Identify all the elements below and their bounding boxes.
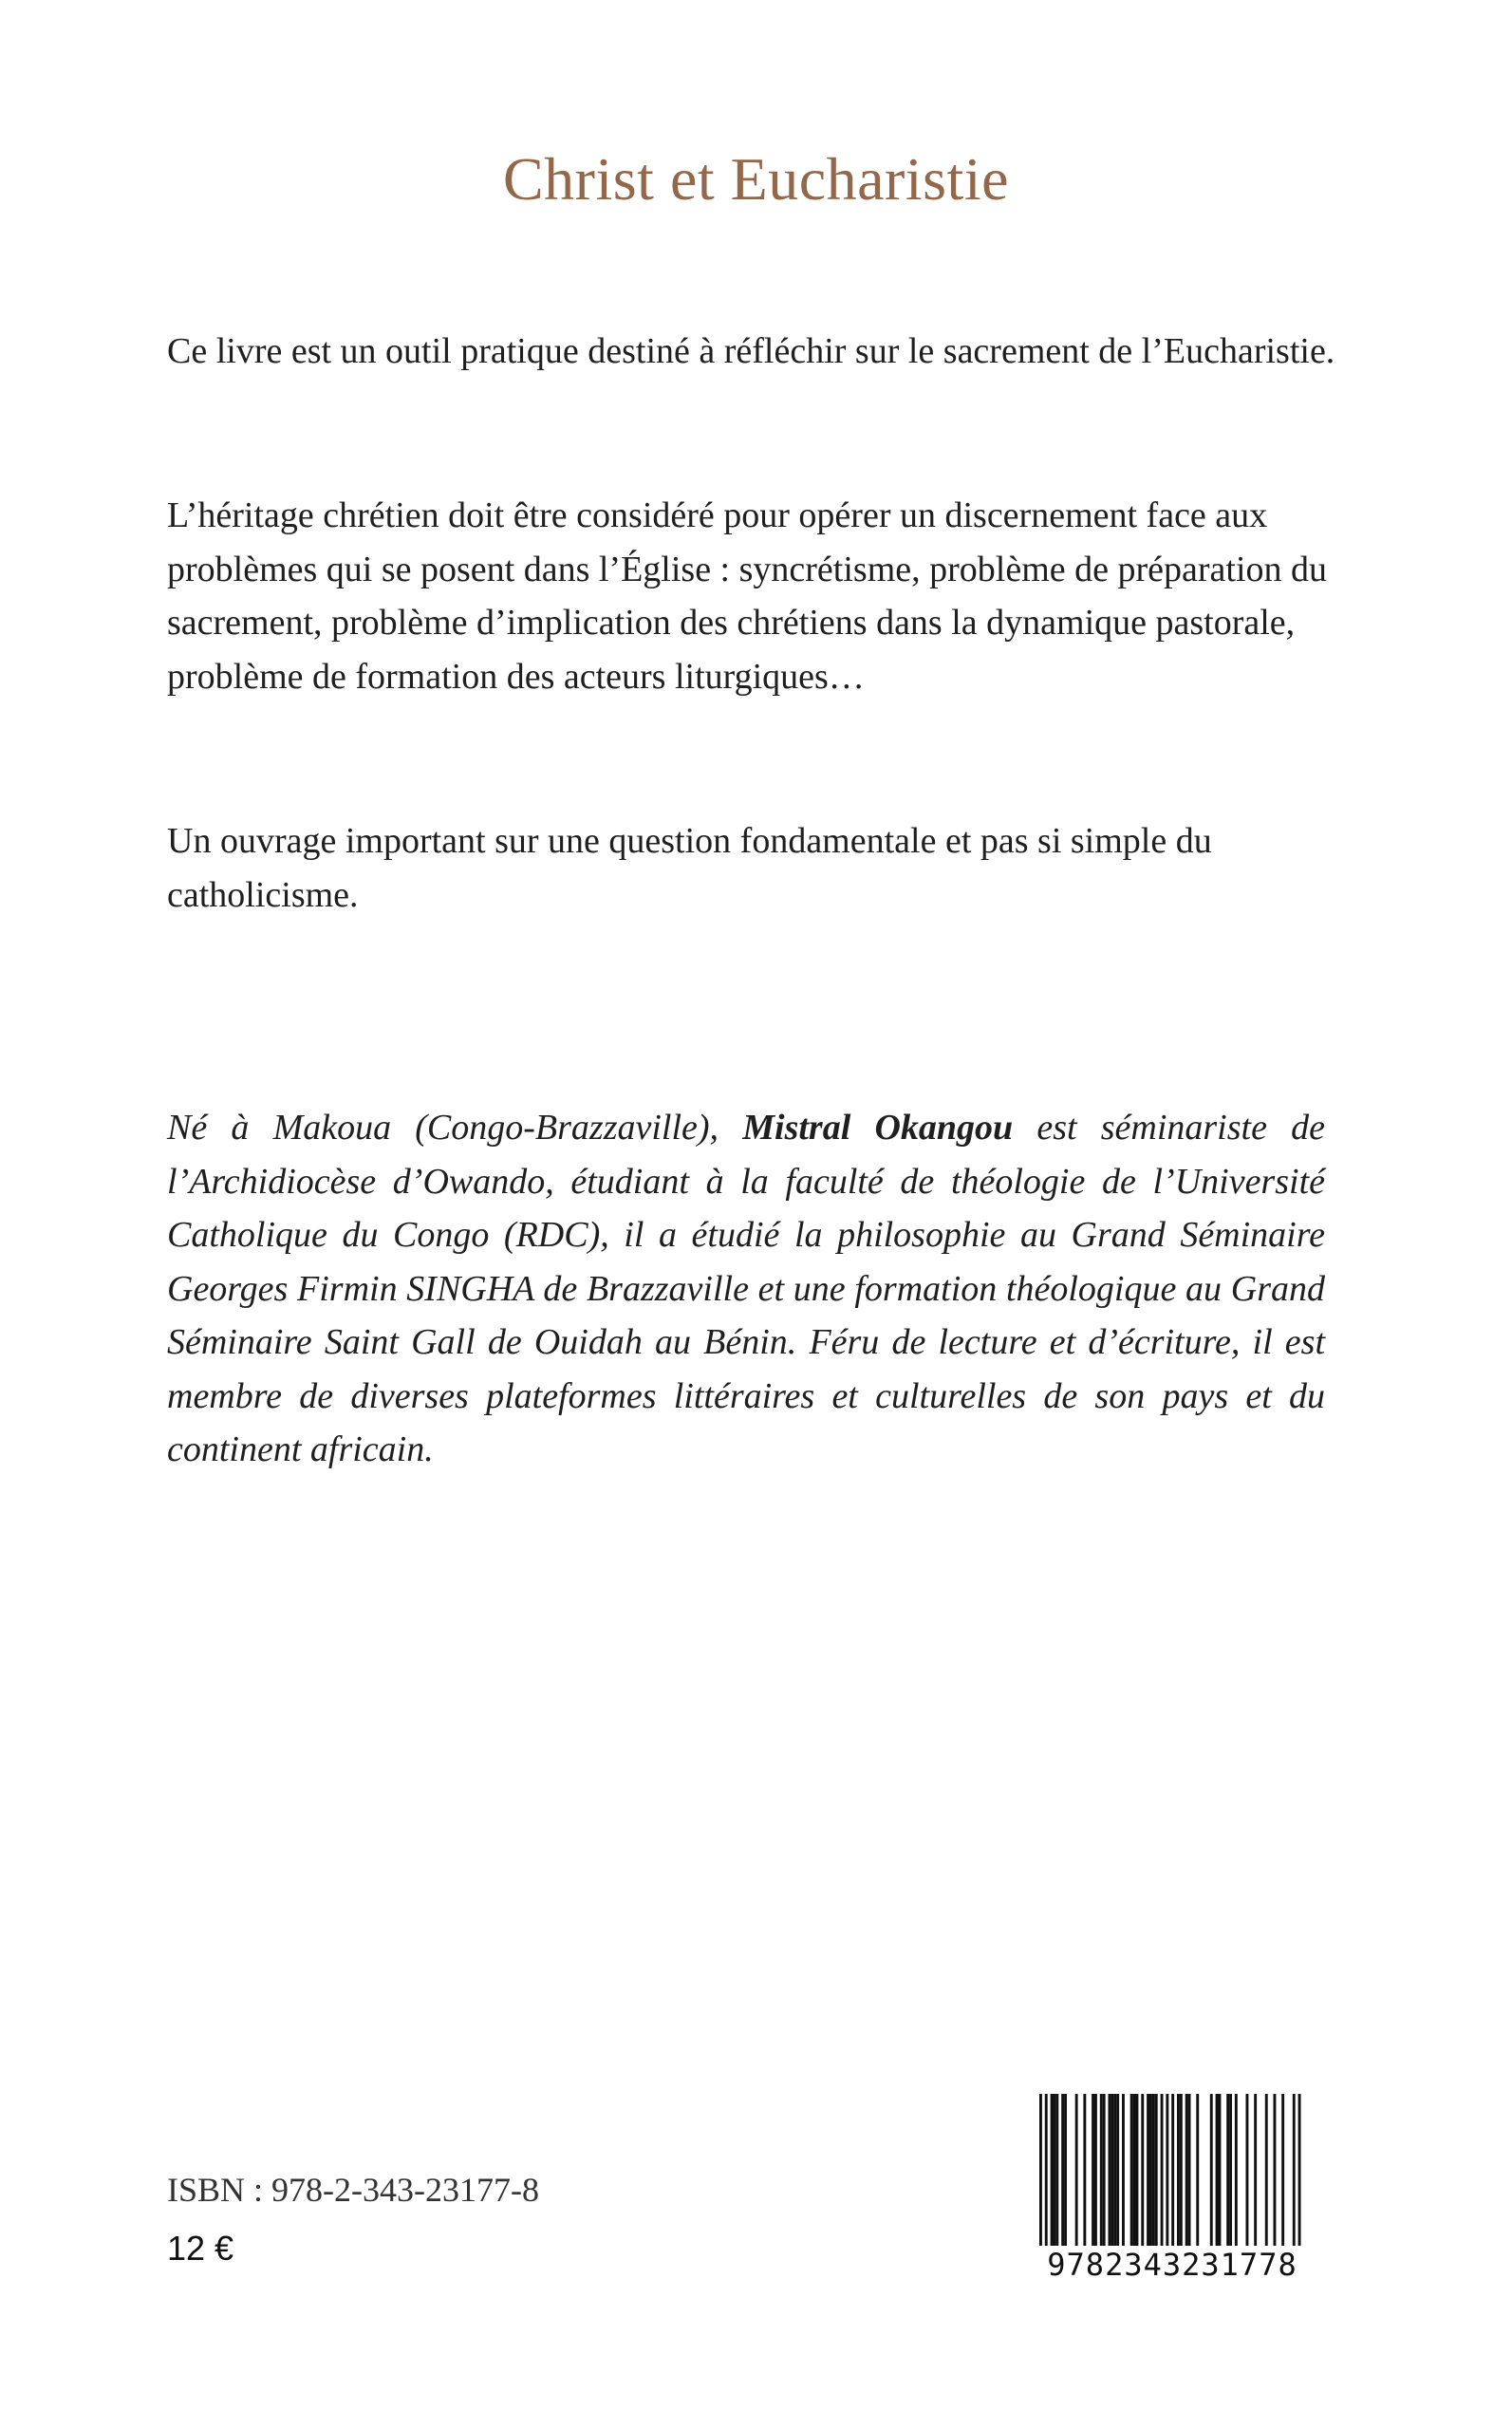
- barcode-bar: [1141, 2094, 1144, 2246]
- barcode-bar: [1133, 2094, 1136, 2246]
- barcode-bar: [1039, 2094, 1042, 2251]
- barcode-bar: [1229, 2094, 1232, 2246]
- barcode-bar: [1061, 2094, 1064, 2246]
- barcode-bar: [1092, 2094, 1094, 2246]
- barcode-bars: [1030, 2090, 1315, 2251]
- barcode-bar: [1122, 2094, 1125, 2246]
- barcode-bar: [1177, 2094, 1180, 2246]
- barcode-bar: [1210, 2094, 1213, 2246]
- barcode-bar: [1180, 2094, 1183, 2246]
- barcode-bar: [1235, 2094, 1238, 2246]
- barcode-bar: [1281, 2094, 1284, 2246]
- barcode-bar: [1113, 2094, 1116, 2246]
- barcode-bar: [1055, 2094, 1058, 2246]
- barcode-bar: [1188, 2094, 1191, 2246]
- barcode-bar: [1254, 2094, 1257, 2246]
- barcode-bar: [1051, 2094, 1054, 2246]
- barcode-bar: [1185, 2094, 1188, 2246]
- barcode-bar: [1075, 2094, 1078, 2246]
- barcode-bar: [1196, 2094, 1199, 2246]
- barcode-bar: [1083, 2094, 1086, 2246]
- isbn-label: ISBN : 978-2-343-23177-8: [167, 2171, 539, 2209]
- summary-paragraph-2: L’héritage chrétien doit être considéré pour opérer un discernement face aux problèmes qui se posent dans l’Église : syncrétisme, problème de préparation du sacrement, problème d’implication des chrétiens dans la dynamique pastorale, problème de formation des acteurs liturgiques…: [167, 495, 1328, 697]
- summary-paragraph-3: Un ouvrage important sur une question fondamentale et pas si simple du catholicisme.: [167, 821, 1212, 915]
- barcode-bar: [1045, 2094, 1048, 2251]
- price-label: 12 €: [167, 2229, 234, 2268]
- barcode-bar: [1109, 2094, 1111, 2246]
- barcode-bar: [1226, 2094, 1229, 2246]
- author-bio-body: est séminariste de l’Archidiocèse d’Owando, étudiant à la faculté de théologie de l’Université Catholique du Congo (RDC), il a étudié la philosophie au Grand Séminaire Georges Firmin SINGHA de Brazzaville et une formation théologique au Grand Séminaire Saint Gall de Ouidah au Bénin. Féru de lecture et d’écriture, il est membre de diverses plateformes littéraires et culturelles de son pays et du continent africain.: [167, 1108, 1325, 1469]
- barcode-bar: [1111, 2094, 1113, 2246]
- barcode-digits: 9782343231778: [1030, 2246, 1315, 2284]
- barcode-bar: [1216, 2094, 1219, 2246]
- barcode-bar: [1274, 2094, 1277, 2246]
- barcode-bar: [1054, 2094, 1056, 2246]
- barcode-bar: [1246, 2094, 1249, 2246]
- barcode-bar: [1064, 2094, 1067, 2246]
- barcode-bar: [1265, 2094, 1268, 2246]
- barcode-bar: [1100, 2094, 1103, 2246]
- barcode-bar: [1094, 2094, 1097, 2246]
- book-title: Christ et Eucharistie: [502, 145, 1010, 213]
- barcode-bar: [1147, 2094, 1149, 2246]
- barcode-bar: [1166, 2094, 1168, 2251]
- barcode-bar: [1130, 2094, 1133, 2246]
- barcode: [1030, 2090, 1315, 2286]
- summary-paragraph-1: Ce livre est un outil pratique destiné à réfléchir sur le sacrement de l’Eucharistie.: [167, 331, 1335, 371]
- barcode-bar: [1116, 2094, 1119, 2246]
- barcode-bar: [1171, 2094, 1174, 2251]
- barcode-bar: [1155, 2094, 1158, 2246]
- barcode-bar: [1152, 2094, 1155, 2246]
- author-name: Mistral Okangou: [742, 1108, 1014, 1148]
- barcode-bar: [1149, 2094, 1152, 2246]
- barcode-bar: [1298, 2094, 1301, 2251]
- barcode-bar: [1136, 2094, 1139, 2246]
- barcode-bar: [1219, 2094, 1222, 2246]
- author-bio: [167, 1101, 1325, 1477]
- author-bio-intro: Né à Makoua (Congo-Brazzaville),: [167, 1108, 743, 1148]
- barcode-bar: [1103, 2094, 1106, 2246]
- barcode-bar: [1161, 2094, 1164, 2246]
- barcode-bar: [1293, 2094, 1296, 2251]
